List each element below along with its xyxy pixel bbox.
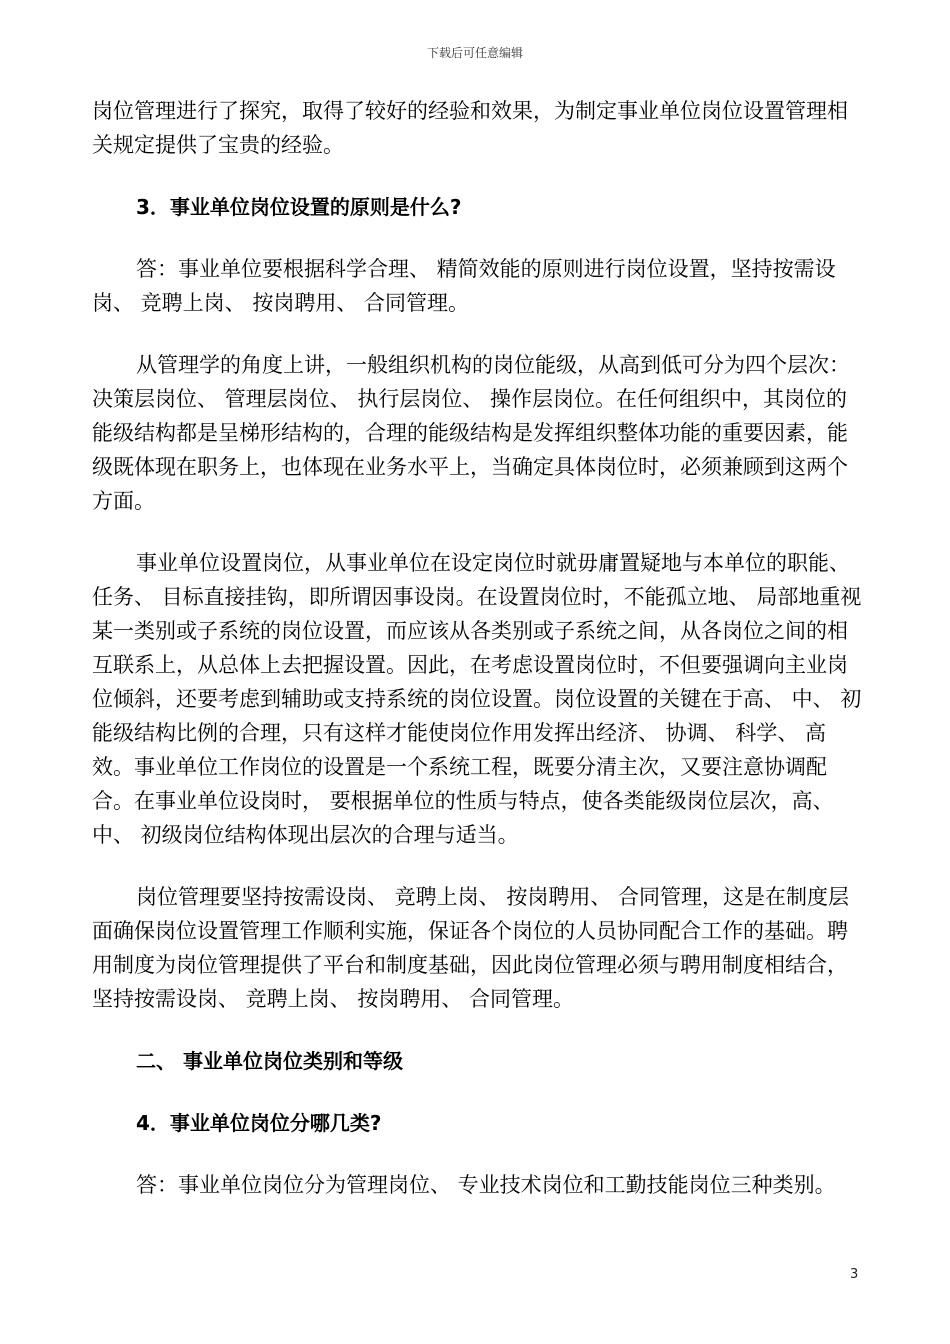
document-body bbox=[92, 94, 862, 1202]
paragraph: 岗位管理要坚持按需设岗、 竞聘上岗、 按岗聘用、 合同管理，这是在制度层面确保岗位设置管理工作顺利实施，保证各个岗位的人员协同配合工作的基础。聘用制度为岗位管理提供了平台和制度基础，因此岗位管理必须与聘用制度相结合，坚持按需设岗、 竞聘上岗、 按岗聘用、 合同管理。 bbox=[92, 885, 850, 1011]
paragraph: 事业单位设置岗位，从事业单位在设定岗位时就毋庸置疑地与本单位的职能、 任务、 目标直接挂钩，即所谓因事设岗。在设置岗位时，不能孤立地、 局部地重视某一类别或子系统的岗位设置，而应该从各类别或子系统之间，从各岗位之间的相互联系上，从总体上去把握设置。因此，在考虑设置岗位时，不但要强调向主业岗位倾斜，还要考虑到辅助或支持系统的岗位设置。岗位设置的关键在于高、 中、 初能级结构比例的合理，只有这样才能使岗位作用发挥出经济、 协调、 科学、 高效。事业单位工作岗位的设置是一个系统工程，既要分清主次，又要注意协调配合。在事业单位设岗时， 要根据单位的性质与特点，使各类能级岗位层次，高、 中、 初级岗位结构体现出层次的合理与适当。 bbox=[92, 551, 862, 847]
paragraph: 岗位管理进行了探究，取得了较好的经验和效果，为制定事业单位岗位设置管理相关规定提供了宝贵的经验。 bbox=[92, 99, 848, 157]
paragraph: 从管理学的角度上讲，一般组织机构的岗位能级，从高到低可分为四个层次：决策层岗位、 管理层岗位、 执行层岗位、 操作层岗位。在任何组织中，其岗位的能级结构都是呈梯形结构的，合理的能级结构是发挥组织整体功能的重要因素，能级既体现在职务上，也体现在业务水平上，当确定具体岗位时，必须兼顾到这两个方面。 bbox=[92, 353, 850, 513]
section-heading: 二、 事业单位岗位类别和等级 bbox=[136, 1049, 403, 1073]
section-heading: 4．事业单位岗位分哪几类? bbox=[136, 1111, 382, 1135]
section-heading: 3．事业单位岗位设置的原则是什么? bbox=[136, 195, 462, 219]
paragraph: 答：事业单位要根据科学合理、 精简效能的原则进行岗位设置，坚持按需设岗、 竞聘上岗、 按岗聘用、 合同管理。 bbox=[92, 257, 836, 315]
paragraph: 答：事业单位岗位分为管理岗位、 专业技术岗位和工勤技能岗位三种类别。 bbox=[136, 1173, 836, 1197]
page-number: 3 bbox=[850, 1267, 859, 1282]
page-header: 下载后可任意编辑 bbox=[426, 46, 523, 60]
